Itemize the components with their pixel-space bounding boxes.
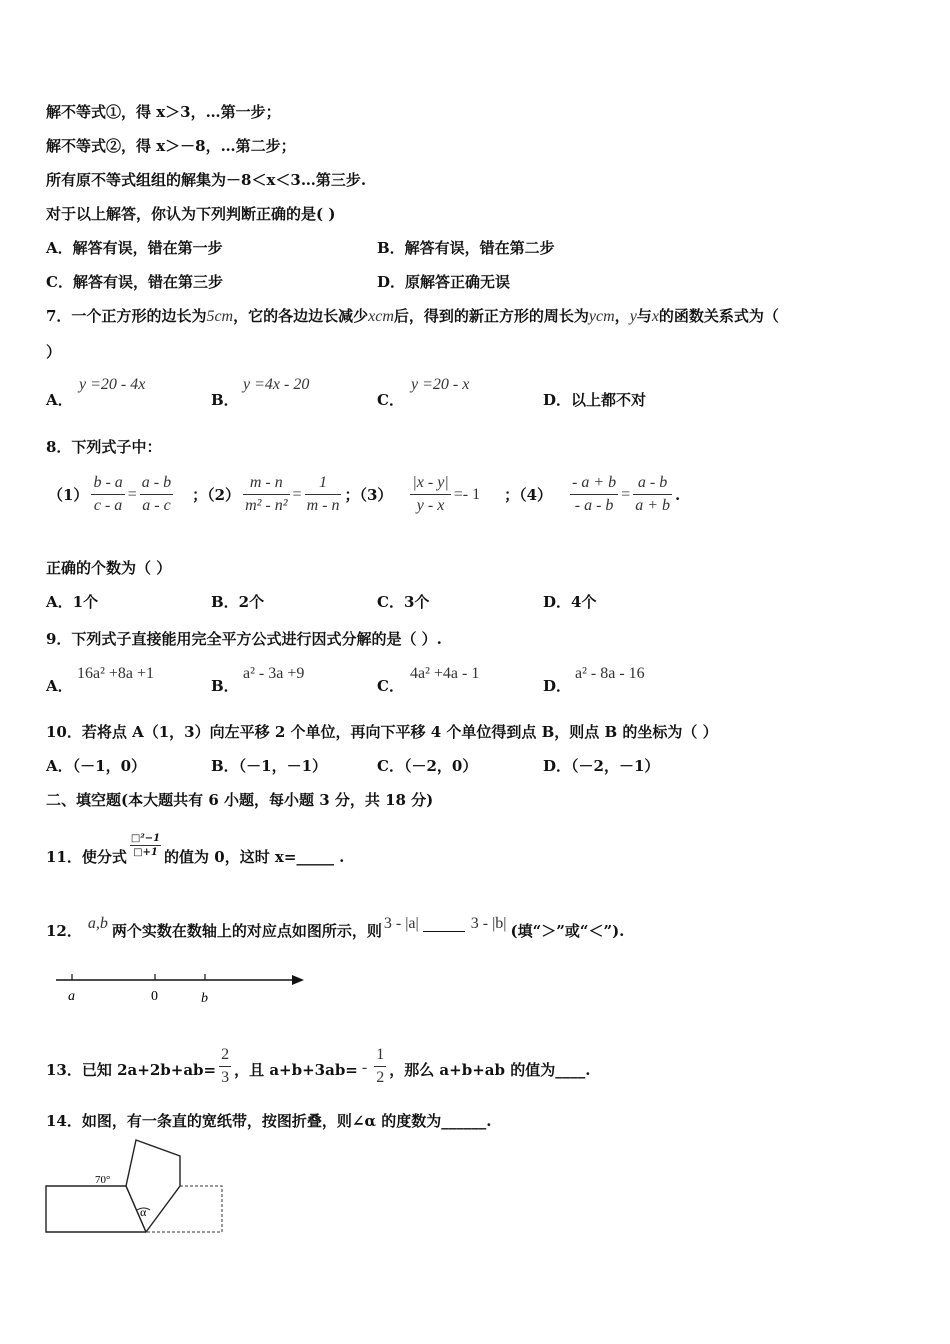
q12-number-line (50, 964, 310, 1008)
strip-dashed-edge (146, 1186, 222, 1232)
q7-decrease: xcm (368, 308, 394, 325)
q9-option-a-expr: 16a² +8a +1 (77, 665, 155, 682)
q10-option-a: A．（－1，0） (46, 757, 147, 775)
q8-option-b: B．2个 (211, 593, 265, 611)
alpha-label: α (140, 1205, 147, 1219)
strip-solid-edge (46, 1186, 146, 1232)
q7-side: 5cm (206, 308, 234, 325)
q8-e2-rhs: $\frac{1}{m - n}$ (306, 474, 340, 514)
q9-option-d-expr: a² - 8a - 16 (575, 665, 645, 682)
q7-option-b-expr: y =4x - 20 (243, 376, 310, 393)
q9-option-c-expr: 4a² +4a - 1 (410, 665, 480, 682)
q10-title: 10．若将点 A（1，3）向左平移 2 个单位，再向下平移 4 个单位得到点 B，则点 B 的坐标为（ ） (46, 723, 718, 741)
q8-e1-lhs: $\frac{b - a}{c - a}$ (93, 474, 123, 514)
q6-prompt: 对于以上解答，你认为下列判断正确的是( ) (46, 205, 336, 223)
q9-option-c-label: C． (377, 677, 404, 695)
q10-option-d: D．（－2，－1） (543, 757, 660, 775)
q14-folded-strip-figure (40, 1136, 230, 1236)
section-2-heading: 二、填空题(本大题共有 6 小题，每小题 3 分，共 18 分) (46, 791, 434, 809)
q8-e4-lhs: $\frac{- a + b}{- a - b}$ (572, 474, 617, 514)
q7-stem: 7．一个正方形的边长为5cm，它的各边边长减少xcm后，得到的新正方形的周长为ycm，y与x的函数关系式为（ (46, 307, 779, 325)
q9-title: 9．下列式子直接能用完全平方公式进行因式分解的是（ ）. (46, 630, 442, 648)
number-line-arrow-icon (292, 975, 304, 985)
q8-option-a: A．1个 (46, 593, 99, 611)
q13-stem: 13．已知 2a+2b+ab= $\frac{2}{3}$ ，且 a+b+3ab= - $\frac{1}{2}$ ，那么 a+b+ab 的值为____. (46, 1046, 591, 1086)
q12-right-expr: 3 - |b| (470, 915, 507, 932)
q12-answer-blank[interactable] (423, 931, 465, 932)
q8-title: 8．下列式子中： (46, 438, 162, 456)
q8-expressions: （1） $\frac{b - a}{c - a}$ = $\frac{a - b}{a - c}$ ；（2） $\frac{m - n}{\text{m² - n²}}$ = $\frac{1}{m - n}$ ；（3） $\frac{|x - y|}{y - x}$ =- 1 ；（4） $\frac{- a + b}{- a - b}$ = $\frac{a - b}{a + b}$ . (48, 474, 681, 514)
q7-perimeter: ycm (588, 308, 615, 325)
label-a: a (68, 989, 75, 1004)
q13-fraction-2: $\frac{1}{2}$ (376, 1046, 385, 1086)
q12-stem: 12． a,b 两个实数在数轴上的对应点如图所示，则 3 - |a| 3 - |b| (填“＞”或“＜”). (46, 915, 625, 940)
q8-label-2: ；（2） (192, 486, 241, 504)
q7-option-a-expr: y =20 - 4x (79, 376, 146, 393)
q6-step3: 所有原不等式组组的解集为－8＜x＜3…第三步. (46, 171, 367, 189)
q6-option-d: D．原解答正确无误 (377, 273, 511, 291)
q7-option-c-label: C． (377, 391, 404, 409)
q6-step1: 解不等式①，得 x＞3，…第一步； (46, 103, 281, 121)
q8-option-c: C．3个 (377, 593, 430, 611)
q9-option-b-expr: a² - 3a +9 (243, 665, 305, 682)
q10-option-c: C．（－2，0） (377, 757, 478, 775)
q9-option-b-label: B． (211, 677, 239, 695)
q8-e2-lhs: $\frac{m - n}{\text{m² - n²}}$ (245, 474, 288, 514)
q11-stem: 11．使分式 $\frac{\text{□²−1}}{□+1}$ 的值为 0，这时 x=_____ . (46, 832, 345, 866)
q11-fraction: $\frac{\text{□²−1}}{□+1}$ (130, 832, 161, 858)
q9-option-d-label: D． (543, 677, 572, 695)
q8-e1-rhs: $\frac{a - b}{a - c}$ (141, 474, 172, 514)
label-zero: 0 (151, 989, 158, 1004)
q8-label-3: ；（3） (344, 486, 393, 504)
q12-vars: a,b (87, 915, 108, 932)
q8-question: 正确的个数为（ ） (46, 559, 172, 577)
q9-option-a-label: A． (46, 677, 73, 695)
q13-fraction-1: $\frac{2}{3}$ (221, 1046, 230, 1086)
q6-step2: 解不等式②，得 x＞－8，…第二步； (46, 137, 296, 155)
q6-option-a: A．解答有误，错在第一步 (46, 239, 223, 257)
q8-label-1: （1） (48, 486, 89, 504)
q14-stem: 14．如图，有一条直的宽纸带，按图折叠，则∠α 的度数为______. (46, 1112, 492, 1130)
q7-stem-close: ） (46, 343, 62, 361)
q10-option-b: B．（－1，－1） (211, 757, 328, 775)
q8-option-d: D．4个 (543, 593, 597, 611)
q6-option-c: C．解答有误，错在第三步 (46, 273, 223, 291)
q7-option-b-label: B． (211, 391, 239, 409)
q7-option-a-label: A． (46, 391, 73, 409)
q8-label-4: ；（4） (504, 486, 553, 504)
q12-left-expr: 3 - |a| (383, 915, 419, 932)
q7-option-c-expr: y =20 - x (411, 376, 470, 393)
angle-70-label: 70° (95, 1174, 111, 1186)
q7-option-d: D．以上都不对 (543, 391, 647, 409)
q8-e3-lhs: $\frac{|x - y|}{y - x}$ (412, 474, 449, 514)
q6-option-b: B．解答有误，错在第二步 (377, 239, 555, 257)
q8-e4-rhs: $\frac{a - b}{a + b}$ (635, 474, 670, 514)
label-b: b (201, 991, 208, 1006)
